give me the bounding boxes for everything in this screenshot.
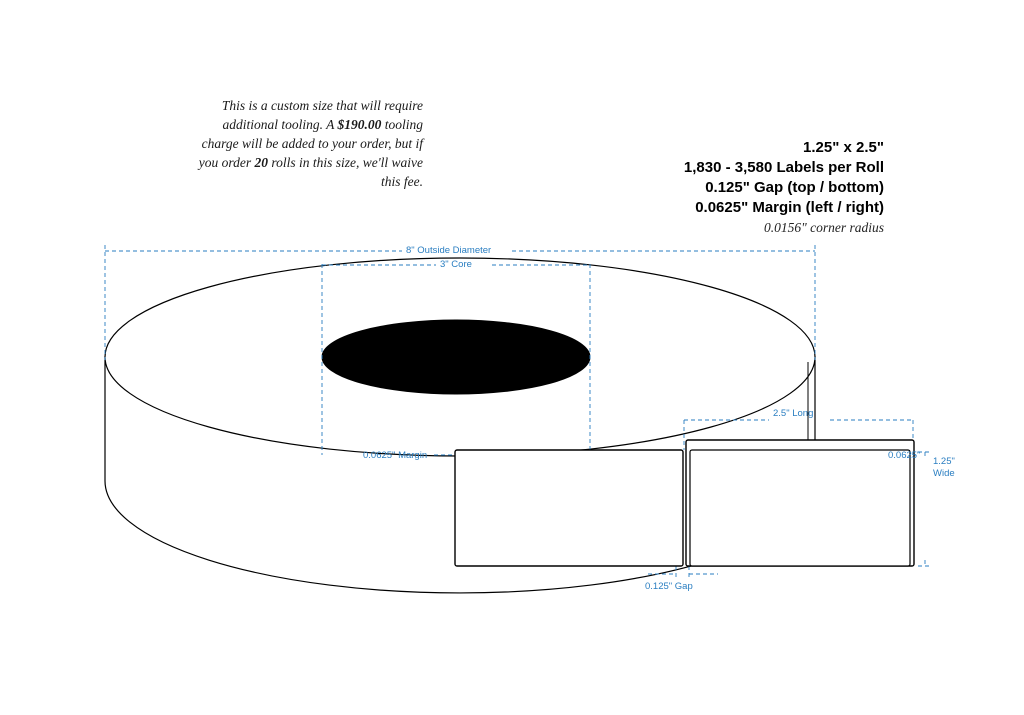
dim-gap: 0.125" Gap <box>645 581 693 592</box>
note-line-4c: rolls in this size, we'll waive <box>267 155 423 170</box>
dim-margin-right: 0.0625" <box>888 450 921 461</box>
custom-size-note <box>148 96 423 191</box>
note-line-5: this fee. <box>381 174 423 189</box>
spec-labels-per-roll: 1,830 - 3,580 Labels per Roll <box>683 159 884 176</box>
dim-label-width-value: 1.25" <box>933 456 955 467</box>
note-line-3: charge will be added to your order, but if <box>201 136 423 151</box>
dim-margin-left: 0.0625" Margin <box>363 450 428 461</box>
spec-gap: 0.125" Gap (top / bottom) <box>705 179 884 196</box>
note-tooling-price: $190.00 <box>337 117 382 132</box>
spec-corner-radius: 0.0156" corner radius <box>763 220 884 235</box>
note-line-2c: tooling <box>381 117 423 132</box>
dim-outside-diameter: 8" Outside Diameter <box>406 245 492 256</box>
note-line-1: This is a custom size that will require <box>221 98 423 113</box>
dim-core: 3" Core <box>440 259 472 270</box>
dim-label-length: 2.5" Long <box>773 408 814 419</box>
note-line-2a: additional tooling. A <box>222 117 338 132</box>
label-spec-block <box>464 138 884 238</box>
note-roll-quantity: 20 <box>254 155 268 170</box>
dim-label-width <box>933 456 973 480</box>
dim-label-width-word: Wide <box>933 468 955 479</box>
spec-size: 1.25" x 2.5" <box>803 139 884 156</box>
note-line-4a: you order <box>198 155 255 170</box>
spec-margin: 0.0625" Margin (left / right) <box>695 199 884 216</box>
